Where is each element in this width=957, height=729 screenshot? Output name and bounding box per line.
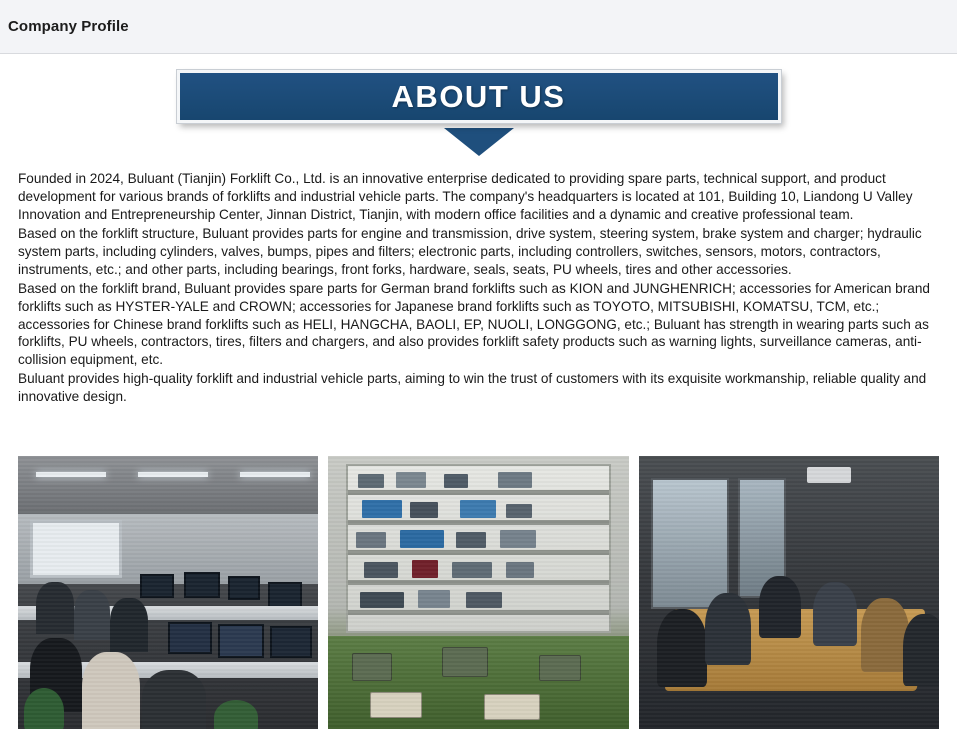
monitor xyxy=(228,576,260,600)
office-workspace-photo xyxy=(16,454,320,729)
page-title: Company Profile xyxy=(8,18,129,35)
parts-box xyxy=(364,562,398,578)
plant xyxy=(214,700,258,729)
shelving-rack xyxy=(346,464,610,633)
window xyxy=(651,478,729,609)
paragraph-4: Buluant provides high-quality forklift and industrial vehicle parts, aiming to win the trust of customers with its exquisite workmanship, reliable quality and innovative design. xyxy=(18,371,927,405)
person xyxy=(74,590,110,640)
ceiling-light xyxy=(36,472,106,477)
plant xyxy=(24,688,64,729)
meeting-room-photo xyxy=(637,454,941,729)
paragraph-1: Founded in 2024, Buluant (Tianjin) Forklift Co., Ltd. is an innovative enterprise dedicated to providing spare parts, technical support, and product development for various brands of forklifts and industrial vehicle parts. The company's headquarters is located at 101, Building 10, Liandong U Valley Innovation and Entrepreneurship Center, Jinnan District, Tianjin, with modern office facilities and a dynamic and creative professional team. xyxy=(18,171,913,222)
ceiling-light xyxy=(138,472,208,477)
person xyxy=(705,593,751,665)
ceiling xyxy=(18,456,318,514)
parts-box xyxy=(506,504,532,518)
page-header xyxy=(0,0,957,54)
shelf xyxy=(348,550,608,555)
person xyxy=(903,614,941,686)
about-us-title: ABOUT US xyxy=(391,78,566,114)
parts-box xyxy=(452,562,492,578)
parts-box xyxy=(396,472,426,488)
forklift-part xyxy=(352,653,392,681)
ceiling-light xyxy=(240,472,310,477)
person xyxy=(759,576,801,638)
monitor xyxy=(184,572,220,598)
whiteboard xyxy=(30,520,122,578)
person xyxy=(861,598,909,672)
chevron-wrap xyxy=(0,128,957,156)
shelf xyxy=(348,520,608,525)
person xyxy=(82,652,140,729)
monitor xyxy=(218,624,264,658)
shelf xyxy=(348,490,608,495)
paragraph-2: Based on the forklift structure, Buluant provides parts for engine and transmission, drive system, steering system, brake system and charger; hydraulic system parts, including cylinders, valves, bumps, pipes and filters; electronic parts, including controllers, switches, sensors, motors, contractors, instruments, etc.; and other parts, including bearings, front forks, hardware, seals, seats, PU wheels, tires and other accessories. xyxy=(18,225,922,277)
parts-box xyxy=(444,474,468,488)
parts-box xyxy=(362,500,402,518)
forklift-part xyxy=(539,655,581,681)
shelf xyxy=(348,610,608,615)
parts-box xyxy=(456,532,486,548)
forklift-part xyxy=(442,647,488,677)
person xyxy=(813,582,857,646)
parts-box xyxy=(412,560,438,578)
monitor xyxy=(168,622,212,654)
shelf xyxy=(348,580,608,585)
page-content xyxy=(0,54,957,729)
person xyxy=(657,609,707,687)
parts-box xyxy=(466,592,502,608)
parts-box xyxy=(358,474,384,488)
person xyxy=(142,670,206,729)
parts-box xyxy=(500,530,536,548)
forklift-part xyxy=(484,694,540,720)
projector xyxy=(807,467,851,483)
about-us-banner-wrap xyxy=(0,54,957,123)
parts-box xyxy=(498,472,532,488)
person xyxy=(36,582,74,634)
parts-box xyxy=(410,502,438,518)
chevron-down-icon xyxy=(444,128,514,156)
monitor xyxy=(270,626,312,658)
parts-box xyxy=(460,500,496,518)
parts-warehouse-shelving-photo xyxy=(326,454,630,729)
parts-box xyxy=(360,592,404,608)
parts-box xyxy=(356,532,386,548)
monitor xyxy=(268,582,302,608)
person xyxy=(110,598,148,652)
about-us-banner xyxy=(177,70,781,123)
forklift-part xyxy=(370,692,422,718)
parts-box xyxy=(506,562,534,578)
monitor xyxy=(140,574,174,598)
parts-box xyxy=(400,530,444,548)
parts-box xyxy=(418,590,450,608)
photo-gallery xyxy=(16,454,941,729)
paragraph-3: Based on the forklift brand, Buluant provides spare parts for German brand forklifts such as KION and JUNGHENRICH; accessories for American brand forklifts such as HYSTER-YALE and CROWN; accessories for Japanese brand forklifts such as TOYOTO, MITSUBISHI, KOMATSU, TCM, etc.; accessories for Chinese brand forklifts such as HELI, HANGCHA, BAOLI, EP, NUOLI, LONGGONG, etc.; Buluant has strength in wearing parts such as forklifts, PU wheels, contractors, tires, filters and chargers, and also provides forklift safety products such as warning lights, surveillance cameras, anti-collision equipment, etc. xyxy=(18,280,930,368)
about-us-body xyxy=(0,156,957,406)
green-turf-floor xyxy=(328,636,628,729)
